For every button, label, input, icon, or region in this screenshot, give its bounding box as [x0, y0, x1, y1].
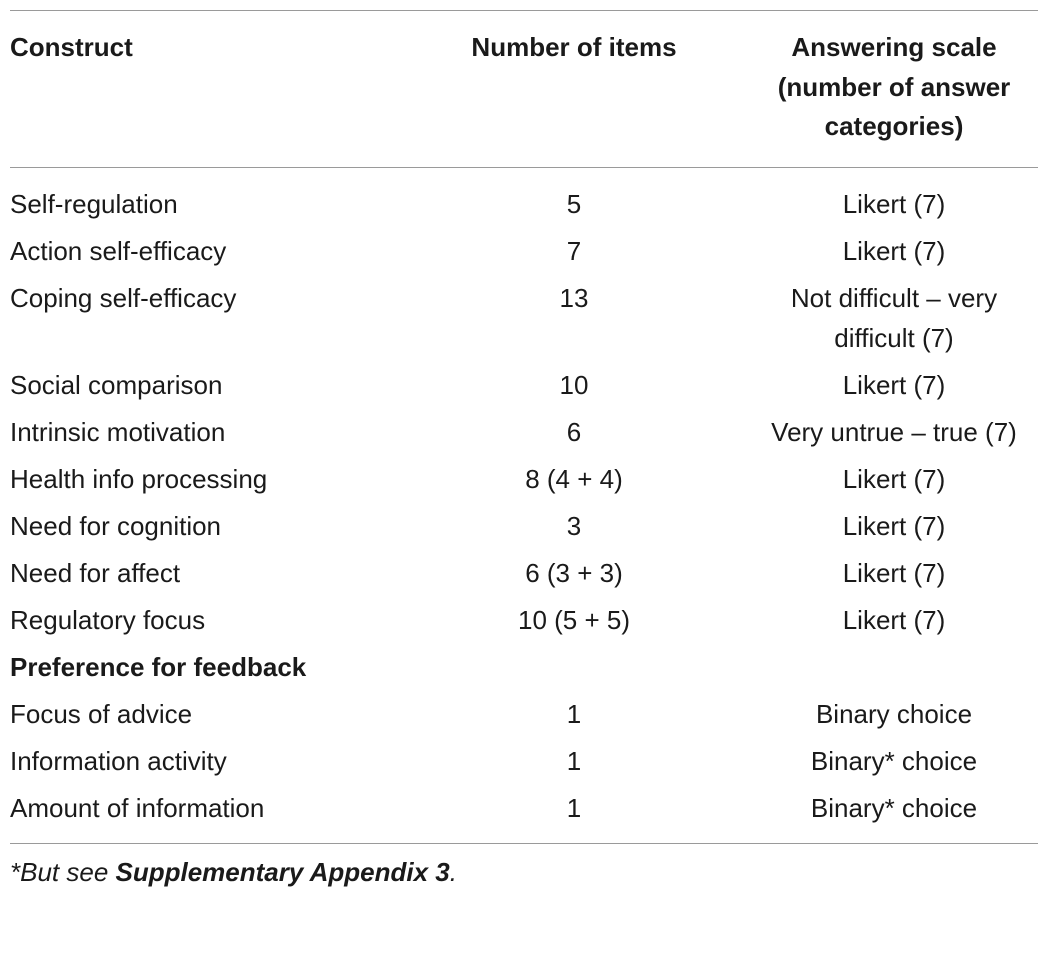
table-row — [10, 361, 1038, 408]
footnote-reference-link[interactable]: Supplementary Appendix 3 — [115, 856, 450, 887]
items-cell: 6 — [566, 416, 582, 447]
construct-cell: Coping self-efficacy — [10, 282, 237, 313]
construct-cell: Focus of advice — [10, 698, 193, 729]
items-cell: 10 (5 + 5) — [517, 604, 630, 635]
construct-cell: Regulatory focus — [10, 604, 206, 635]
construct-cell: Need for cognition — [10, 510, 222, 541]
table-row — [10, 596, 1038, 643]
scale-cell: Binary* choice — [810, 792, 978, 823]
table-row — [10, 274, 1038, 361]
footnote-suffix: . — [449, 856, 457, 887]
scale-cell: Not difficult – very difficult (7) — [790, 282, 998, 353]
items-cell: 8 (4 + 4) — [525, 463, 623, 494]
header-construct: Construct — [10, 32, 133, 62]
header-answering-scale: Answering scale (number of answer categories) — [777, 32, 1011, 141]
section-heading-row — [10, 643, 1038, 690]
scale-cell: Likert (7) — [842, 188, 946, 219]
items-cell: 5 — [566, 188, 582, 219]
construct-cell: Information activity — [10, 745, 227, 776]
table-row — [10, 784, 1038, 843]
scale-cell: Binary choice — [815, 698, 973, 729]
items-cell: 1 — [566, 745, 582, 776]
table-row — [10, 549, 1038, 596]
items-cell: 7 — [566, 235, 582, 266]
items-cell: 6 (3 + 3) — [525, 557, 623, 588]
header-row — [10, 11, 1038, 167]
scale-cell: Very untrue – true (7) — [771, 416, 1017, 447]
items-cell: 3 — [566, 510, 582, 541]
scale-cell: Likert (7) — [842, 369, 946, 400]
construct-cell: Need for affect — [10, 557, 181, 588]
table-row — [10, 690, 1038, 737]
table-row — [10, 168, 1038, 228]
construct-cell: Health info processing — [10, 463, 268, 494]
table-footnote — [10, 852, 1038, 892]
scale-cell: Likert (7) — [842, 604, 946, 635]
construct-cell: Intrinsic motivation — [10, 416, 226, 447]
section-heading: Preference for feedback — [10, 651, 307, 682]
scale-cell: Likert (7) — [842, 510, 946, 541]
data-table-container — [10, 10, 1038, 892]
items-cell: 1 — [566, 792, 582, 823]
bottom-rule — [10, 843, 1038, 844]
construct-cell: Action self-efficacy — [10, 235, 227, 266]
footnote-prefix: *But see — [10, 856, 116, 887]
header-number-of-items: Number of items — [471, 32, 677, 62]
scale-cell: Binary* choice — [810, 745, 978, 776]
constructs-table — [10, 11, 1038, 167]
items-cell: 1 — [566, 698, 582, 729]
table-row — [10, 227, 1038, 274]
scale-cell: Likert (7) — [842, 235, 946, 266]
items-cell: 10 — [559, 369, 589, 400]
constructs-table-body — [10, 168, 1038, 843]
scale-cell: Likert (7) — [842, 463, 946, 494]
construct-cell: Amount of information — [10, 792, 265, 823]
construct-cell: Social comparison — [10, 369, 223, 400]
scale-cell: Likert (7) — [842, 557, 946, 588]
table-row — [10, 502, 1038, 549]
items-cell: 13 — [559, 282, 589, 313]
table-row — [10, 408, 1038, 455]
table-row — [10, 737, 1038, 784]
table-row — [10, 455, 1038, 502]
construct-cell: Self-regulation — [10, 188, 178, 219]
